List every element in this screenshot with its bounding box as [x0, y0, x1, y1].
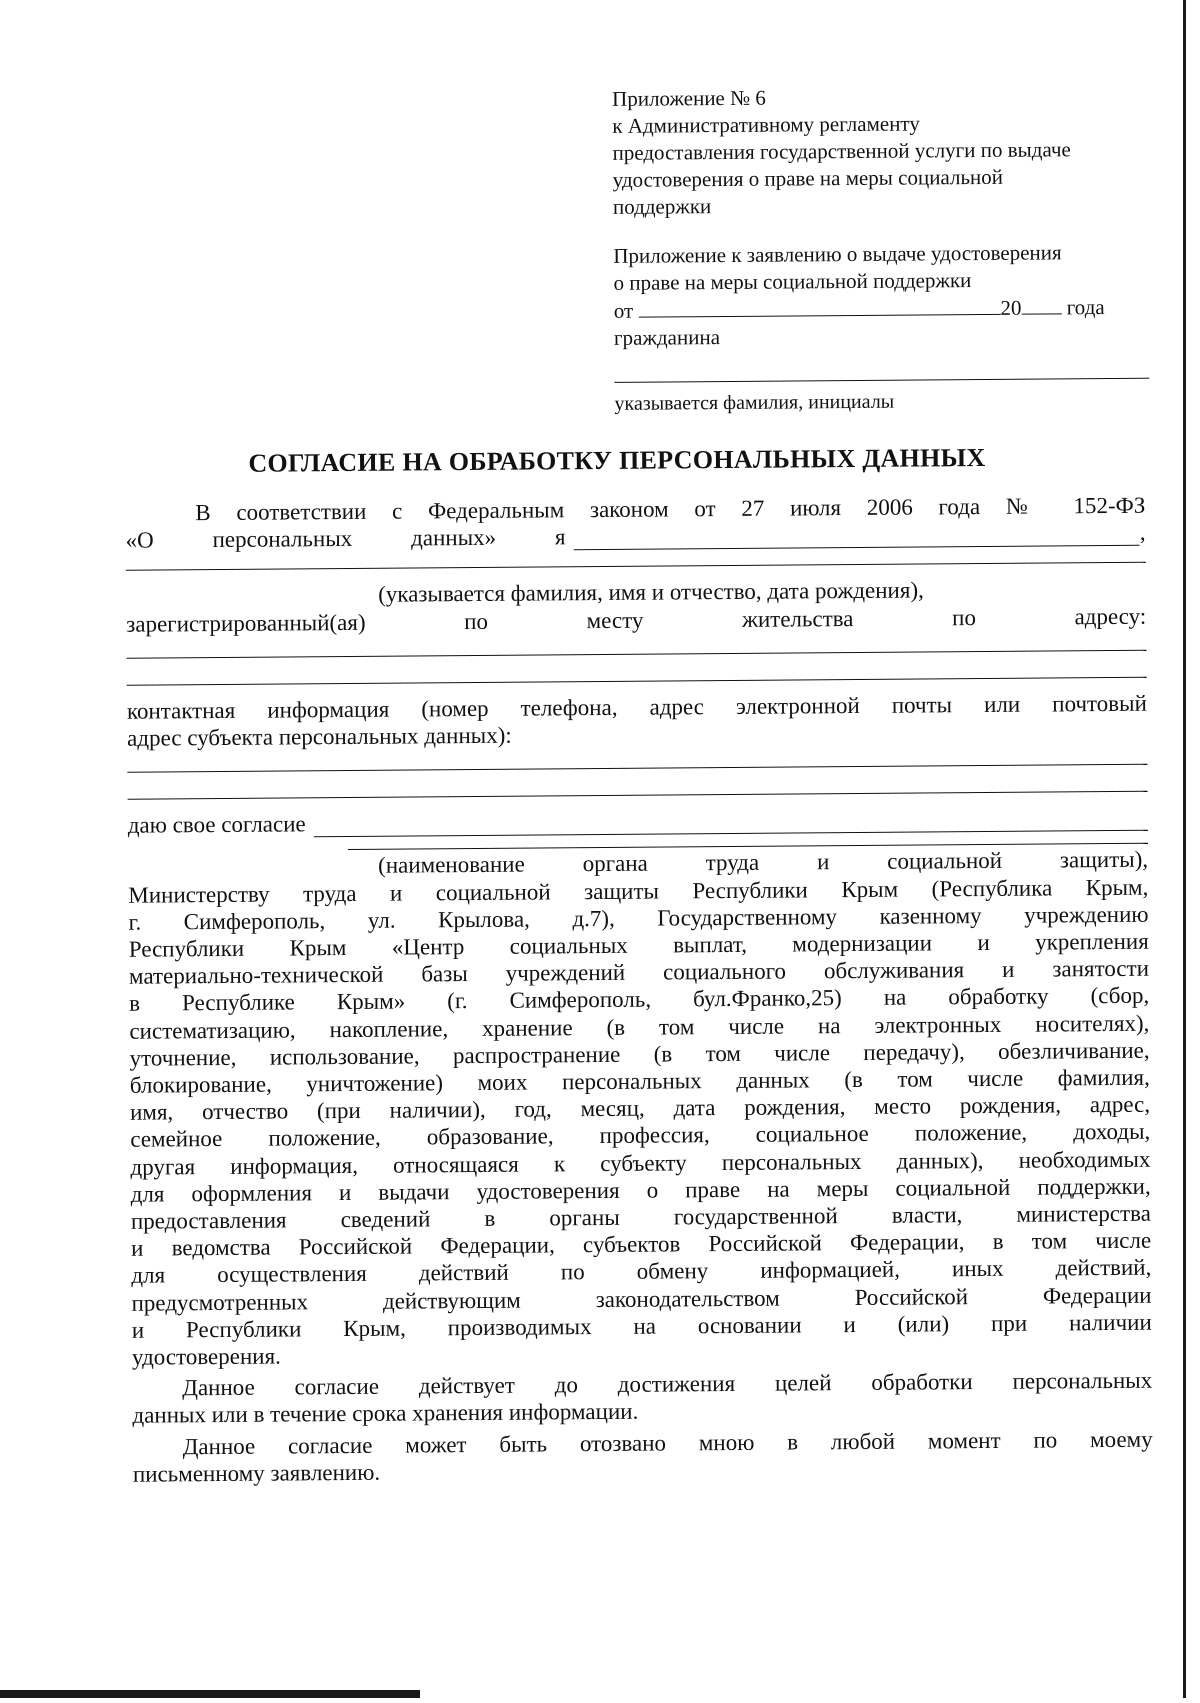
intro-line-2: «О персональных данных» я [125, 524, 566, 553]
citizen-label: гражданина [613, 325, 721, 350]
full-name-field[interactable] [573, 525, 1139, 550]
intro-line: В соответствии с Федеральным законом от 27 июля 2006 года № 152-ФЗ [195, 492, 1146, 526]
citizen-name-field[interactable] [614, 378, 1149, 383]
application-line: о праве на меры социальной поддержки [613, 268, 972, 295]
paragraph-line: предоставления сведений в органы государственной власти, министерства [130, 1200, 1151, 1234]
year-prefix: 20 [1000, 295, 1022, 320]
paragraph-line: для оформления и выдачи удостоверения о праве на меры социальной поддержки, [130, 1173, 1151, 1207]
main-paragraph [128, 873, 1152, 1371]
paragraph-line: письменному заявлению. [132, 1459, 381, 1487]
document-body [125, 492, 1153, 1488]
validity-paragraph [132, 1367, 1152, 1429]
date-line [614, 293, 1154, 325]
appendix-title: Приложение № 6 [612, 85, 766, 111]
paragraph-line: Министерству труда и социальной защиты Республики Крым (Республика Крым, [128, 874, 1149, 908]
paragraph-line: Данное согласие действует до достижения целей обработки персональных [182, 1367, 1153, 1401]
paragraph-line: Данное согласие может быть отозвано мною в любой момент по моему [182, 1426, 1153, 1459]
organ-caption: (наименование органа труда и социальной защиты), [378, 847, 1149, 879]
appendix-line: к Административному регламенту [612, 111, 920, 138]
paragraph-line: данных или в течение срока хранения информации. [132, 1399, 639, 1429]
revocation-paragraph [133, 1425, 1153, 1487]
registered-line: зарегистрированный(ая) по месту жительства по адресу: [126, 603, 1147, 637]
scan-edge-right [1183, 0, 1186, 1698]
paragraph-line: и Республики Крым, производимых на основании и (или) при наличии [131, 1309, 1152, 1343]
paragraph-line: Республики Крым «Центр социальных выплат, модернизации и укрепления [128, 928, 1149, 962]
organ-field[interactable] [314, 810, 1148, 838]
name-line: «О персональных данных» я , [125, 519, 1146, 553]
address-field-2[interactable] [127, 676, 1147, 685]
appendix-line: предоставления государственной услуги по выдаче [612, 137, 1071, 165]
consent-line [128, 804, 1148, 839]
appendix-line: удостоверения о праве на меры социальной [612, 164, 1004, 192]
contact-field-1[interactable] [127, 764, 1147, 773]
scan-edge-bottom [0, 1690, 420, 1698]
paragraph-line: систематизацию, накопление, хранение (в том числе на электронных носителях), [129, 1010, 1150, 1044]
paragraph-line: и ведомства Российской Федерации, субъектов Российской Федерации, в том числе [131, 1227, 1152, 1261]
signature-caption: указывается фамилия, инициалы [614, 390, 895, 415]
consent-label: даю свое согласие [127, 811, 306, 838]
year-label: года [1066, 295, 1105, 320]
paragraph-line: материально-технической базы учреждений социального обслуживания и занятости [128, 955, 1150, 989]
paragraph-line: удостоверения. [131, 1343, 281, 1370]
address-field-1[interactable] [126, 649, 1146, 658]
year-field[interactable] [1021, 293, 1061, 314]
paragraph-line: уточнение, использование, распространение (в том числе передачу), обезличивание, [129, 1037, 1150, 1071]
header-block [612, 82, 1155, 418]
paragraph-line: для осуществления действий по обмену информацией, иных действий, [131, 1255, 1152, 1289]
document-title: СОГЛАСИЕ НА ОБРАБОТКУ ПЕРСОНАЛЬНЫХ ДАННЫХ [248, 442, 986, 478]
date-field[interactable] [638, 294, 1000, 318]
paragraph-line: блокирование, уничтожение) моих персональных данных (в том числе фамилия, [129, 1064, 1150, 1098]
contact-line-2: адрес субъекта персональных данных): [127, 722, 512, 751]
application-line: Приложение к заявлению о выдаче удостоверения [613, 240, 1062, 268]
contact-field-2[interactable] [128, 791, 1148, 800]
full-name-field-2[interactable] [126, 562, 1146, 571]
from-label: от [613, 298, 634, 323]
paragraph-line: г. Симферополь, ул. Крылова, д.7), Государственному казенному учреждению [128, 901, 1149, 935]
name-caption: (указывается фамилия, имя и отчество, дата рождения), [378, 577, 924, 608]
paragraph-line: имя, отчество (при наличии), год, месяц, дата рождения, место рождения, адрес, [129, 1091, 1151, 1125]
paragraph-line: в Республике Крым» (г. Симферополь, бул.Франко,25) на обработку (сбор, [129, 983, 1150, 1017]
paragraph-line: семейное положение, образование, профессия, социальное положение, доходы, [130, 1119, 1151, 1153]
contact-line: контактная информация (номер телефона, адрес электронной почты или почтовый [126, 690, 1147, 724]
paragraph-line: предусмотренных действующим законодательством Российской Федерации [131, 1282, 1152, 1316]
appendix-line: поддержки [612, 194, 712, 219]
paragraph-line: другая информация, относящаяся к субъекту персональных данных), необходимых [130, 1146, 1151, 1180]
